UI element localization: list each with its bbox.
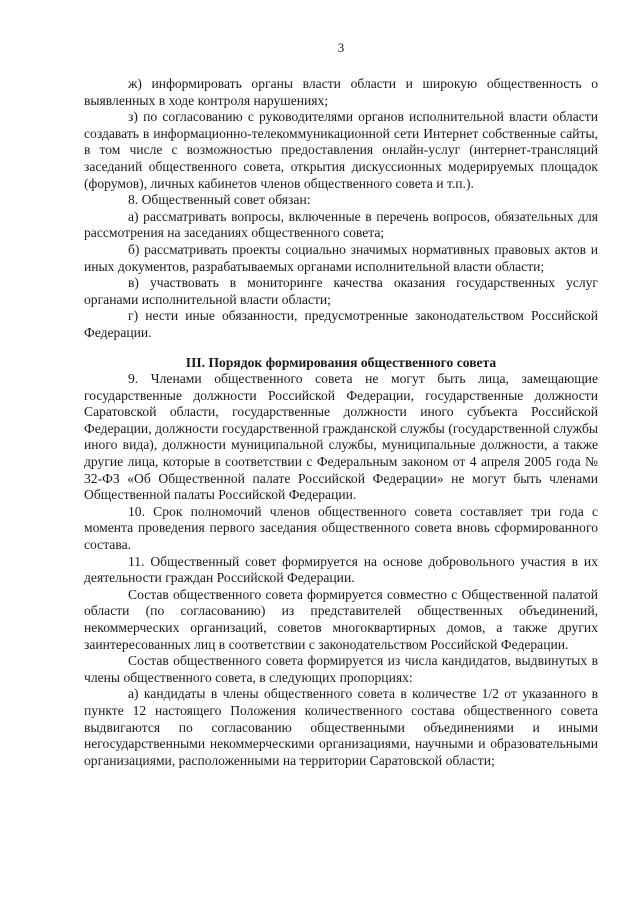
page-number: 3 bbox=[337, 40, 345, 55]
paragraph-11-proportions: Состав общественного совета формируется из числа кандидатов, выдвинутых в члены общественного совета, в следующих пропорциях: bbox=[84, 653, 598, 685]
paragraph-8v: в) участвовать в мониторинге качества оказания государственных услуг органами исполнительной власти области; bbox=[84, 275, 598, 307]
paragraph-8a: а) рассматривать вопросы, включенные в перечень вопросов, обязательных для рассмотрения на заседаниях общественного совета; bbox=[84, 208, 598, 241]
paragraph-z: з) по согласованию с руководителями органов исполнительной власти области создавать в информационно-телекоммуникационной сети Интернет собственные сайты, в том числе с возможностью предоставления онлайн-услуг (интернет-трансляций заседаний общественного совета, открытия дискуссионных модерируемых площадок (форумов), личных кабинетов членов общественного совета и т.п.). bbox=[84, 109, 598, 191]
paragraph-11a: а) кандидаты в члены общественного совета в количестве 1/2 от указанного в пункте 12 настоящего Положения количественного состава общественного совета выдвигаются по согласованию общественными объединениями и иными негосударственными некоммерческими организациями, научными и образовательными организациями, расположенными на территории Саратовской области; bbox=[84, 686, 598, 768]
paragraph-9: 9. Членами общественного совета не могут быть лица, замещающие государственные должности Российской Федерации, государственные должности Саратовской области, государственные должности иного субъекта Российской Федерации, должности государственной гражданской службы (государственной службы иного вида), должности муниципальной службы, муниципальные должности, а также другие лица, которые в соответствии с Федеральным законом от 4 апреля 2005 года № 32-ФЗ «Об Общественной палате Российской Федерации» не могут быть членами Общественной палаты Российской Федерации. bbox=[84, 371, 598, 503]
paragraph-11-composition: Состав общественного совета формируется совместно с Общественной палатой области (по согласованию) из представителей общественных объединений, некоммерческих организаций, советов многоквартирных домов, а также других заинтересованных лиц в соответствии с законодательством Российской Федерации. bbox=[84, 586, 598, 652]
paragraph-11: 11. Общественный совет формируется на основе добровольного участия в их деятельности граждан Российской Федерации. bbox=[84, 553, 598, 586]
paragraph-8: 8. Общественный совет обязан: bbox=[128, 192, 311, 208]
paragraph-10: 10. Срок полномочий членов общественного совета составляет три года с момента проведения первого заседания общественного совета вновь сформированного состава. bbox=[84, 503, 598, 553]
paragraph-zh: ж) информировать органы власти области и широкую общественность о выявленных в ходе контроля нарушениях; bbox=[84, 76, 598, 108]
paragraph-8g: г) нести иные обязанности, предусмотренные законодательством Российской Федерации. bbox=[84, 308, 598, 340]
section-heading: III. Порядок формирования общественного совета bbox=[185, 354, 497, 370]
paragraph-8b: б) рассматривать проекты социально значимых нормативных правовых актов и иных документов, разрабатываемых органами исполнительной власти области; bbox=[84, 241, 598, 274]
